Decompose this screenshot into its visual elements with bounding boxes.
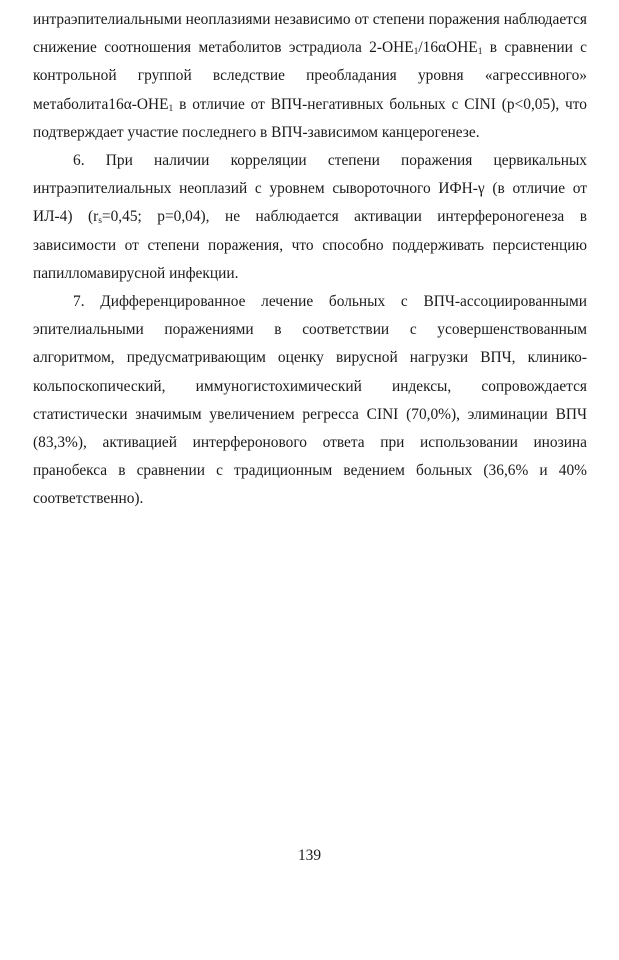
text-run: в отличие от ВПЧ-негативных больных с CINI (р<0,05), что подтверждает участие последнего в ВПЧ-зависимом канцерогенезе. <box>33 95 587 141</box>
text-run: 7. Дифференцированное лечение больных с ВПЧ-ассоциированными эпителиальными поражениями в соответствии с усовершенствованным алгоритмом, предусматривающим оценку вирусной нагрузки ВПЧ, клинико-кольпоскопический, иммуногистохимический индексы, сопровождается статистически значимым увеличением регресса CINI (70,0%), элиминации ВПЧ (83,3%), активацией интерферонового ответа при использовании инозина пранобекса в сравнении с традиционным ведением больных (36,6% и 40% соответственно). <box>33 293 587 508</box>
paragraph-conclusion-7 <box>33 288 587 514</box>
text-run: 6. При наличии корреляции степени поражения цервикальных интраэпителиальных неоплазий с уровнем сывороточного ИФН-γ (в отличие от ИЛ-4) (r <box>33 152 587 226</box>
subscript: 1 <box>413 47 419 58</box>
text-run: =0,45; р=0,04), не наблюдается активации интерфероногенеза в зависимости от степени поражения, что способно поддерживать персистенцию папилломавирусной инфекции. <box>33 208 587 282</box>
subscript: 1 <box>168 103 174 114</box>
text-run: в сравнении с контрольной группой вследствие преобладания уровня «агрессивного» метаболита16α-ОНЕ <box>33 39 587 113</box>
text-run: /16αОНЕ <box>418 39 478 57</box>
subscript: s <box>98 216 102 227</box>
subscript: 1 <box>477 47 483 58</box>
document-page <box>33 6 587 514</box>
paragraph-conclusion-5-continued <box>33 6 587 147</box>
paragraph-conclusion-6 <box>33 147 587 288</box>
page-number: 139 <box>297 847 322 864</box>
text-run: интраэпителиальными неоплазиями независимо от степени поражения наблюдается снижение соотношения метаболитов эстрадиола 2-ОНЕ <box>33 11 587 57</box>
